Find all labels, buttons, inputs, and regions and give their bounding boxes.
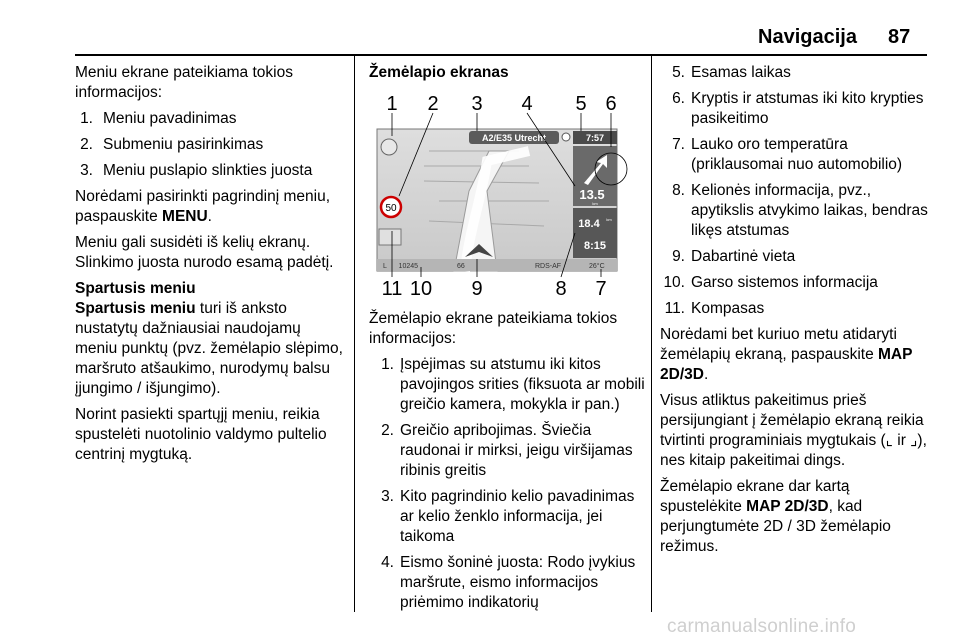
text: Norėdami bet kuriuo metu atidaryti žemėlapių ekraną, paspauskite bbox=[660, 326, 897, 363]
column-divider bbox=[651, 56, 652, 612]
item-text: Dabartinė vieta bbox=[691, 248, 796, 265]
callout-number: 4 bbox=[521, 93, 533, 115]
paragraph: Meniu gali susidėti iš kelių ekranų. Slinkimo juosta nurodo esamą padėtį. bbox=[75, 234, 334, 271]
list-item bbox=[660, 135, 930, 175]
column-2 bbox=[369, 63, 647, 619]
item-number: 9. bbox=[672, 248, 685, 265]
status-mid: 66 bbox=[457, 263, 465, 270]
item-text: Kito pagrindinio kelio pavadinimas ar kelio ženklo informacija, jei taikoma bbox=[400, 488, 635, 545]
map-key: MAP 2D/3D bbox=[746, 498, 829, 515]
column-1 bbox=[75, 63, 347, 471]
item-number: 6. bbox=[672, 90, 685, 107]
item-text: Kompasas bbox=[691, 300, 765, 317]
paragraph bbox=[75, 299, 347, 399]
map-info-list bbox=[369, 355, 647, 613]
paragraph bbox=[660, 325, 930, 385]
item-text: Submeniu pasirinkimas bbox=[103, 136, 264, 153]
list-item bbox=[660, 89, 930, 129]
item-text: Garso sistemos informacija bbox=[691, 274, 878, 291]
header-title: Navigacija bbox=[758, 26, 857, 48]
callout-number: 8 bbox=[555, 278, 567, 297]
status-audio: L 10245 bbox=[383, 263, 419, 270]
callout-number: 3 bbox=[471, 93, 483, 115]
section-heading: Žemėlapio ekranas bbox=[369, 64, 509, 81]
watermark: carmanualsonline.info bbox=[667, 616, 857, 637]
list-item bbox=[369, 487, 647, 547]
item-text: Esamas laikas bbox=[691, 64, 791, 81]
callout-number: 11 bbox=[381, 278, 403, 297]
callout-number: 10 bbox=[409, 278, 433, 297]
map-info-list-continued bbox=[660, 63, 930, 319]
list-item bbox=[660, 181, 930, 241]
paragraph bbox=[660, 477, 930, 557]
item-text: Meniu puslapio slinkties juosta bbox=[103, 162, 313, 179]
traffic-indicator-icon bbox=[562, 133, 570, 141]
warning-icon bbox=[379, 229, 401, 245]
dest-distance: 18.4 bbox=[578, 218, 600, 230]
item-number: 1. bbox=[80, 110, 93, 127]
status-temperature: 26°C bbox=[589, 263, 605, 270]
callout-number: 6 bbox=[605, 93, 617, 115]
callout-number: 1 bbox=[386, 93, 398, 115]
list-item bbox=[369, 421, 647, 481]
item-number: 7. bbox=[672, 136, 685, 153]
callout-number: 5 bbox=[575, 93, 587, 115]
speed-limit-value: 50 bbox=[385, 203, 397, 214]
term: Spartusis meniu bbox=[75, 300, 196, 317]
map-screen-figure bbox=[369, 91, 631, 297]
item-text: Meniu pavadinimas bbox=[103, 110, 237, 127]
map-intro: Žemėlapio ekrane pateikiama tokios informacijos: bbox=[369, 310, 618, 347]
text: Žemėlapio ekrane dar kartą spustelėkite bbox=[660, 478, 850, 515]
callout-number: 7 bbox=[595, 278, 607, 297]
clock: 7:57 bbox=[585, 133, 605, 143]
text: Norėdami pasirinkti pagrindinį meniu, paspauskite bbox=[75, 188, 331, 225]
paragraph: Visus atliktus pakeitimus prieš persijungiant į žemėlapio ekraną reikia tvirtinti programiniais mygtukais (⌞ ir ⌟), nes kitaip pakeitimai dings. bbox=[660, 392, 927, 469]
item-text: Lauko oro temperatūra (priklausomai nuo automobilio) bbox=[691, 136, 903, 173]
item-number: 8. bbox=[672, 182, 685, 199]
item-number: 4. bbox=[381, 554, 394, 571]
status-rds: RDS-AF bbox=[535, 263, 562, 270]
item-text: Eismo šoninė juosta: Rodo įvykius maršrute, eismo informacijos priėmimo indikatorių bbox=[400, 554, 636, 611]
item-number: 5. bbox=[672, 64, 685, 81]
map-key: MAP 2D/3D bbox=[660, 346, 913, 383]
menu-info-list bbox=[75, 109, 347, 181]
list-item bbox=[660, 299, 930, 319]
item-number: 11. bbox=[664, 300, 685, 317]
dest-distance-unit: km bbox=[606, 217, 612, 222]
item-number: 2. bbox=[381, 422, 394, 439]
text: turi iš anksto nustatytų dažniausiai naudojamų meniu punktų (pvz. žemėlapio slėpimo, maršruto atšaukimo, nurodymų balsu įjungimo / išjungimo). bbox=[75, 300, 343, 397]
column-3 bbox=[660, 63, 930, 563]
header-rule bbox=[75, 54, 927, 56]
road-sign-text: A2/E35 Utrecht bbox=[481, 133, 547, 143]
item-number: 2. bbox=[80, 136, 93, 153]
compass-icon bbox=[381, 139, 397, 155]
item-number: 10. bbox=[663, 274, 685, 291]
text: . bbox=[703, 366, 709, 383]
item-number: 3. bbox=[381, 488, 394, 505]
paragraph: Norint pasiekti spartųjį meniu, reikia spustelėti nuotolinio valdymo pultelio centrinį mygtuką. bbox=[75, 406, 327, 463]
item-text: Kelionės informacija, pvz., apytikslis atvykimo laikas, bendras likęs atstumas bbox=[691, 182, 928, 239]
section-heading: Spartusis meniu bbox=[75, 280, 196, 297]
list-item bbox=[75, 161, 347, 181]
item-number: 3. bbox=[80, 162, 93, 179]
list-item bbox=[660, 247, 930, 267]
paragraph bbox=[75, 187, 347, 227]
page-number: 87 bbox=[888, 26, 911, 48]
item-text: Greičio apribojimas. Šviečia raudonai ir mirksi, jeigu viršijamas ribinis greitis bbox=[400, 422, 633, 479]
text: . bbox=[207, 208, 212, 225]
item-text: Įspėjimas su atstumu iki kitos pavojingos srities (fiksuota ar mobili greičio kamera, mokykla ir pan.) bbox=[400, 356, 645, 413]
list-item bbox=[369, 553, 647, 613]
item-number: 1. bbox=[381, 356, 394, 373]
list-item bbox=[660, 273, 930, 293]
item-text: Kryptis ir atstumas iki kito krypties pasikeitimo bbox=[691, 90, 924, 127]
callout-number: 9 bbox=[471, 278, 483, 297]
menu-intro: Meniu ekrane pateikiama tokios informacijos: bbox=[75, 64, 293, 101]
list-item bbox=[369, 355, 647, 415]
list-item bbox=[660, 63, 930, 83]
eta: 8:15 bbox=[583, 240, 607, 252]
text: , kad perjungtumėte 2D / 3D žemėlapio režimus. bbox=[660, 498, 891, 555]
callout-number: 2 bbox=[427, 93, 439, 115]
column-divider bbox=[354, 56, 355, 612]
list-item bbox=[75, 135, 347, 155]
next-distance: 13.5 bbox=[579, 187, 605, 202]
menu-key: MENU bbox=[162, 208, 208, 225]
next-distance-unit: km bbox=[592, 201, 598, 206]
list-item bbox=[75, 109, 347, 129]
